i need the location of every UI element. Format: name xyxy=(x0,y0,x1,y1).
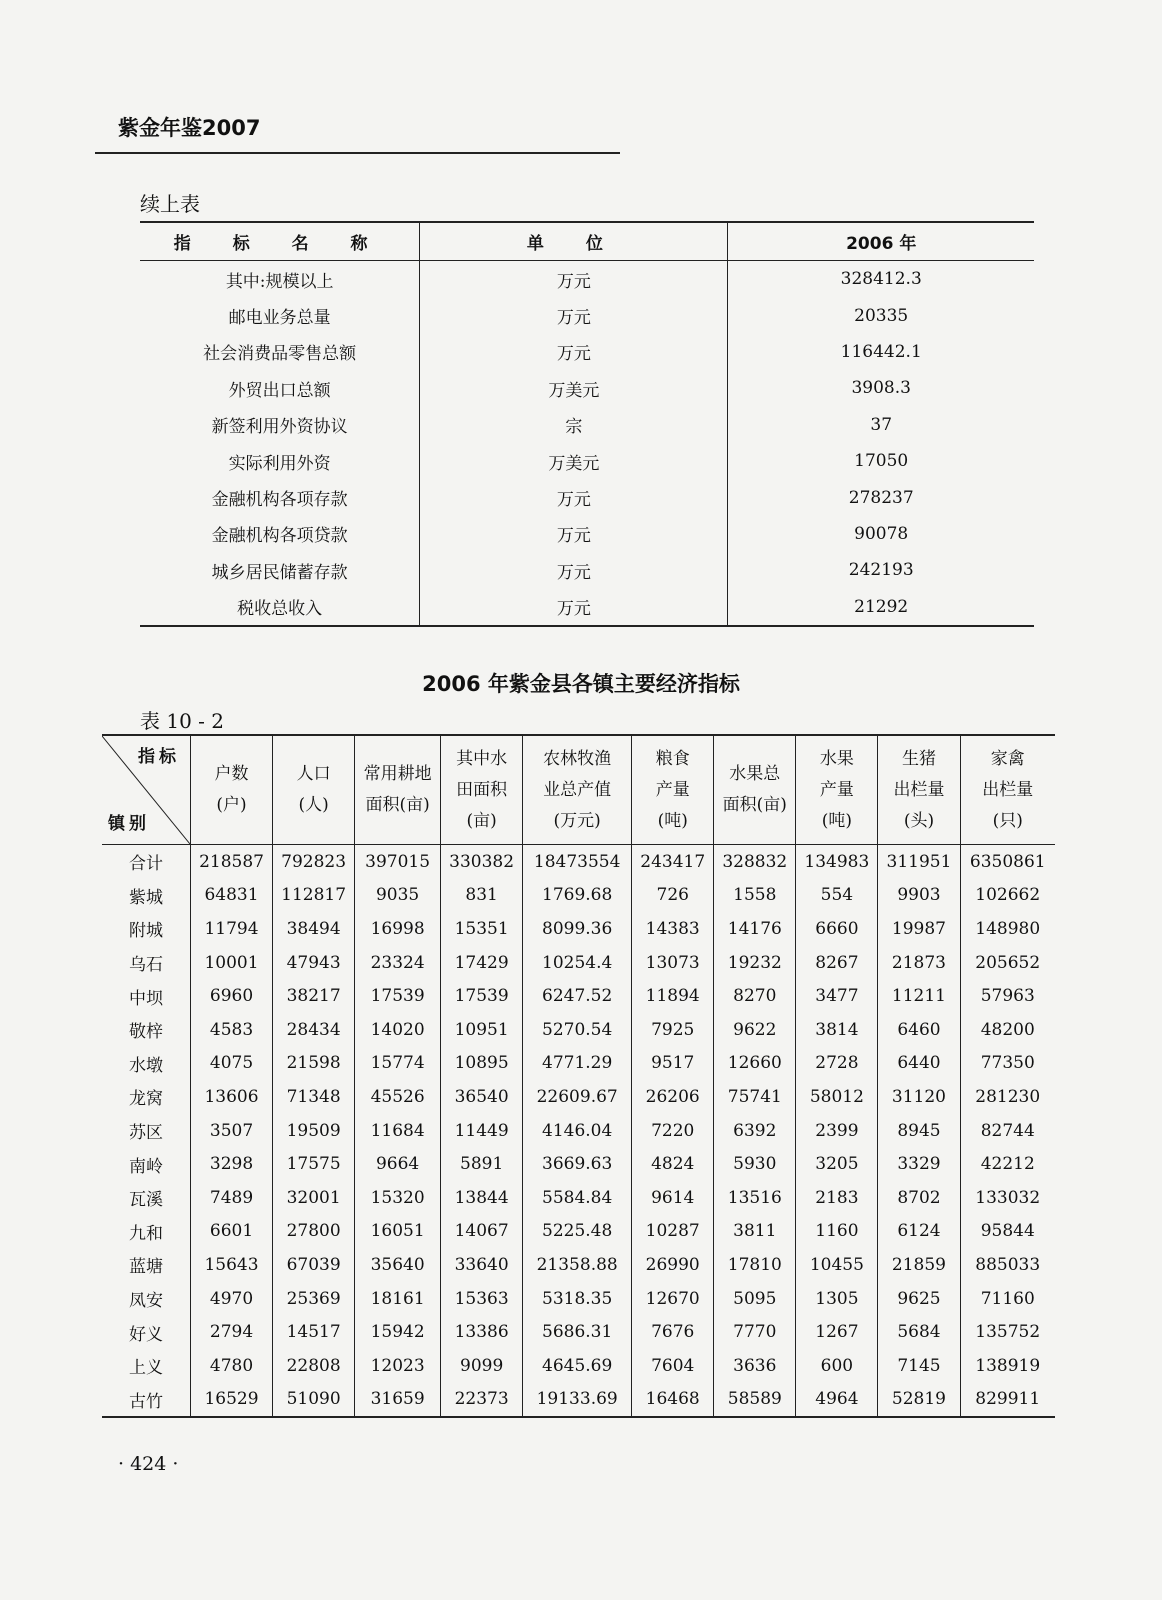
town-name-cell: 乌石 xyxy=(129,955,163,976)
table-row xyxy=(102,912,1055,946)
value-cell: 14383 xyxy=(632,912,714,946)
value-cell: 9099 xyxy=(441,1349,523,1383)
value-cell: 5891 xyxy=(441,1147,523,1181)
column-header-line: 农林牧渔 xyxy=(543,748,612,769)
column-header-line: (头) xyxy=(903,810,935,831)
value-cell: 133032 xyxy=(960,1181,1055,1215)
value-cell: 6460 xyxy=(878,1013,960,1047)
table-row xyxy=(140,516,1034,552)
table-row xyxy=(102,879,1055,913)
town-name-cell: 蓝塘 xyxy=(129,1257,163,1278)
value-cell: 38217 xyxy=(273,979,355,1013)
value-cell: 10287 xyxy=(632,1215,714,1249)
value-cell: 21358.88 xyxy=(523,1248,632,1282)
value-cell: 13844 xyxy=(441,1181,523,1215)
value-cell: 18473554 xyxy=(523,845,632,879)
town-name-cell: 附城 xyxy=(129,921,163,942)
value-cell: 51090 xyxy=(273,1383,355,1418)
indicator-name-cell: 金融机构各项存款 xyxy=(140,479,420,515)
value-cell: 9622 xyxy=(714,1013,796,1047)
table-row xyxy=(102,1013,1055,1047)
value-cell: 8267 xyxy=(796,946,878,980)
value-cell: 3298 xyxy=(191,1147,273,1181)
value-cell: 11211 xyxy=(878,979,960,1013)
town-name-cell: 敬梓 xyxy=(129,1022,163,1043)
indicator-name-cell: 新签利用外资协议 xyxy=(140,407,420,443)
value-cell: 57963 xyxy=(960,979,1055,1013)
town-name-cell: 合计 xyxy=(129,854,163,875)
column-header-line: 其中水 xyxy=(456,748,508,769)
col-unit: 单 位 xyxy=(420,222,728,261)
value-cell: 22373 xyxy=(441,1383,523,1418)
value-cell: 885033 xyxy=(960,1248,1055,1282)
header-rule xyxy=(95,152,620,154)
table-row xyxy=(140,479,1034,515)
col-indicator-name: 指 标 名 称 xyxy=(140,222,420,261)
unit-cell: 万元 xyxy=(420,516,728,552)
column-header-line: 家禽 xyxy=(990,748,1025,769)
value-cell: 4780 xyxy=(191,1349,273,1383)
value-cell: 6247.52 xyxy=(523,979,632,1013)
value-cell: 21292 xyxy=(728,589,1034,626)
column-header-line: (亩) xyxy=(466,810,497,831)
column-header xyxy=(441,735,523,845)
page-number: · 424 · xyxy=(118,1453,179,1475)
value-cell: 4970 xyxy=(191,1282,273,1316)
column-header-line: (吨) xyxy=(821,810,853,831)
column-header-line: 出栏量 xyxy=(893,779,945,800)
column-header-line: 产量 xyxy=(819,779,854,800)
value-cell: 37 xyxy=(870,414,893,435)
value-cell: 10254.4 xyxy=(523,946,632,980)
table-row xyxy=(102,1282,1055,1316)
yearbook-title: 紫金年鉴2007 xyxy=(118,116,261,140)
value-cell: 19232 xyxy=(714,946,796,980)
value-cell: 22808 xyxy=(273,1349,355,1383)
value-cell: 3814 xyxy=(796,1013,878,1047)
value-cell: 135752 xyxy=(960,1315,1055,1349)
value-cell: 1160 xyxy=(796,1215,878,1249)
value-cell: 33640 xyxy=(441,1248,523,1282)
column-header xyxy=(191,735,273,845)
value-cell: 14176 xyxy=(714,912,796,946)
table-row xyxy=(102,1315,1055,1349)
value-cell: 1305 xyxy=(796,1282,878,1316)
value-cell: 13386 xyxy=(441,1315,523,1349)
value-cell: 7145 xyxy=(878,1349,960,1383)
column-header-line: 面积(亩) xyxy=(365,795,430,815)
value-cell: 17429 xyxy=(441,946,523,980)
value-cell: 52819 xyxy=(878,1383,960,1418)
value-cell: 28434 xyxy=(273,1013,355,1047)
value-cell: 31120 xyxy=(878,1080,960,1114)
indicator-name-cell: 外贸出口总额 xyxy=(140,370,420,406)
value-cell: 134983 xyxy=(796,845,878,879)
value-cell: 11684 xyxy=(355,1114,441,1148)
table-row xyxy=(102,979,1055,1013)
table-row xyxy=(140,443,1034,479)
column-header xyxy=(632,735,714,845)
column-header xyxy=(355,735,441,845)
value-cell: 102662 xyxy=(960,879,1055,913)
value-cell: 11449 xyxy=(441,1114,523,1148)
value-cell: 17539 xyxy=(355,979,441,1013)
value-cell: 6350861 xyxy=(960,845,1055,879)
value-cell: 6440 xyxy=(878,1047,960,1081)
column-header-line: 田面积 xyxy=(456,779,508,800)
value-cell: 77350 xyxy=(960,1047,1055,1081)
value-cell: 10455 xyxy=(796,1248,878,1282)
value-cell: 792823 xyxy=(273,845,355,879)
table-row xyxy=(140,407,1034,443)
table-row xyxy=(140,297,1034,333)
value-cell: 554 xyxy=(796,879,878,913)
value-cell: 11794 xyxy=(191,912,273,946)
table-row xyxy=(140,589,1034,626)
value-cell: 5686.31 xyxy=(523,1315,632,1349)
value-cell: 16051 xyxy=(355,1215,441,1249)
value-cell: 26990 xyxy=(632,1248,714,1282)
value-cell: 21873 xyxy=(878,946,960,980)
town-name-cell: 好义 xyxy=(129,1324,163,1345)
column-header-line: (万元) xyxy=(553,810,601,831)
value-cell: 3908.3 xyxy=(851,378,911,399)
value-cell: 15351 xyxy=(441,912,523,946)
unit-cell: 万美元 xyxy=(420,443,728,479)
value-cell: 32001 xyxy=(273,1181,355,1215)
value-cell: 726 xyxy=(632,879,714,913)
column-header-line: (户) xyxy=(216,795,247,815)
continued-table-label: 续上表 xyxy=(140,192,200,216)
value-cell: 3205 xyxy=(796,1147,878,1181)
unit-cell: 万元 xyxy=(420,589,728,626)
value-cell: 3329 xyxy=(878,1147,960,1181)
column-header-line: 粮食 xyxy=(655,748,690,769)
value-cell: 13606 xyxy=(191,1080,273,1114)
value-cell: 14067 xyxy=(441,1215,523,1249)
column-header xyxy=(714,735,796,845)
table-row xyxy=(102,1215,1055,1249)
value-cell: 328412.3 xyxy=(840,269,922,290)
value-cell: 15774 xyxy=(355,1047,441,1081)
value-cell: 48200 xyxy=(960,1013,1055,1047)
value-cell: 71160 xyxy=(960,1282,1055,1316)
value-cell: 205652 xyxy=(960,946,1055,980)
value-cell: 17050 xyxy=(854,451,909,472)
value-cell: 7925 xyxy=(632,1013,714,1047)
town-name-cell: 龙窝 xyxy=(129,1089,163,1110)
value-cell: 3811 xyxy=(714,1215,796,1249)
value-cell: 7604 xyxy=(632,1349,714,1383)
value-cell: 6392 xyxy=(714,1114,796,1148)
column-header-line: 业总产值 xyxy=(543,779,612,800)
column-header xyxy=(960,735,1055,845)
value-cell: 10895 xyxy=(441,1047,523,1081)
town-name-cell: 水墩 xyxy=(129,1055,163,1076)
value-cell: 16998 xyxy=(355,912,441,946)
corner-town-label: 镇别 xyxy=(108,814,150,834)
unit-cell: 万元 xyxy=(420,552,728,588)
value-cell: 12670 xyxy=(632,1282,714,1316)
value-cell: 8945 xyxy=(878,1114,960,1148)
unit-cell: 万元 xyxy=(420,479,728,515)
corner-indicator-label: 指标 xyxy=(138,747,180,767)
value-cell: 12660 xyxy=(714,1047,796,1081)
value-cell: 4771.29 xyxy=(523,1047,632,1081)
indicator-name-cell: 社会消费品零售总额 xyxy=(140,334,420,370)
town-name-cell: 中坝 xyxy=(129,988,163,1009)
column-header-line: (人) xyxy=(298,795,329,815)
column-header xyxy=(273,735,355,845)
value-cell: 38494 xyxy=(273,912,355,946)
value-cell: 23324 xyxy=(355,946,441,980)
table-row xyxy=(140,552,1034,588)
indicator-name-cell: 城乡居民储蓄存款 xyxy=(140,552,420,588)
column-header-line: 出栏量 xyxy=(982,779,1034,800)
unit-cell: 万美元 xyxy=(420,370,728,406)
value-cell: 42212 xyxy=(960,1147,1055,1181)
town-name-cell: 南岭 xyxy=(129,1156,163,1177)
value-cell: 1769.68 xyxy=(523,879,632,913)
value-cell: 21859 xyxy=(878,1248,960,1282)
indicator-name-cell: 邮电业务总量 xyxy=(140,297,420,333)
table-row xyxy=(102,1383,1055,1418)
value-cell: 36540 xyxy=(441,1080,523,1114)
unit-cell: 宗 xyxy=(420,407,728,443)
value-cell: 67039 xyxy=(273,1248,355,1282)
value-cell: 19133.69 xyxy=(523,1383,632,1418)
value-cell: 4645.69 xyxy=(523,1349,632,1383)
value-cell: 5930 xyxy=(714,1147,796,1181)
value-cell: 112817 xyxy=(273,879,355,913)
table-row xyxy=(102,845,1055,879)
indicator-name-cell: 金融机构各项贷款 xyxy=(140,516,420,552)
table-row xyxy=(102,1349,1055,1383)
column-header-line: 水果 xyxy=(819,748,854,769)
value-cell: 45526 xyxy=(355,1080,441,1114)
value-cell: 1267 xyxy=(796,1315,878,1349)
value-cell: 330382 xyxy=(441,845,523,879)
value-cell: 47943 xyxy=(273,946,355,980)
town-economic-indicators-table xyxy=(102,734,1055,1418)
value-cell: 7676 xyxy=(632,1315,714,1349)
value-cell: 9035 xyxy=(355,879,441,913)
value-cell: 14517 xyxy=(273,1315,355,1349)
value-cell: 10001 xyxy=(191,946,273,980)
value-cell: 20335 xyxy=(854,305,909,326)
value-cell: 218587 xyxy=(191,845,273,879)
value-cell: 1558 xyxy=(714,879,796,913)
value-cell: 5584.84 xyxy=(523,1181,632,1215)
value-cell: 18161 xyxy=(355,1282,441,1316)
town-table-title: 2006 年紫金县各镇主要经济指标 xyxy=(422,672,740,696)
value-cell: 2728 xyxy=(796,1047,878,1081)
value-cell: 15363 xyxy=(441,1282,523,1316)
column-header-line: 产量 xyxy=(655,779,690,800)
indicator-name-cell: 税收总收入 xyxy=(140,589,420,626)
value-cell: 14020 xyxy=(355,1013,441,1047)
value-cell: 5270.54 xyxy=(523,1013,632,1047)
column-header-line: 水果总 xyxy=(729,764,781,784)
value-cell: 397015 xyxy=(355,845,441,879)
value-cell: 8702 xyxy=(878,1181,960,1215)
unit-cell: 万元 xyxy=(420,297,728,333)
col-year-2006: 2006 年 xyxy=(728,222,1034,261)
value-cell: 831 xyxy=(441,879,523,913)
value-cell: 64831 xyxy=(191,879,273,913)
value-cell: 15942 xyxy=(355,1315,441,1349)
town-name-cell: 上义 xyxy=(129,1358,163,1379)
indicator-name-cell: 其中:规模以上 xyxy=(140,261,420,298)
value-cell: 5095 xyxy=(714,1282,796,1316)
value-cell: 7489 xyxy=(191,1181,273,1215)
value-cell: 22609.67 xyxy=(523,1080,632,1114)
town-name-cell: 瓦溪 xyxy=(129,1190,163,1211)
value-cell: 58012 xyxy=(796,1080,878,1114)
value-cell: 31659 xyxy=(355,1383,441,1418)
value-cell: 9903 xyxy=(878,879,960,913)
value-cell: 5318.35 xyxy=(523,1282,632,1316)
value-cell: 9614 xyxy=(632,1181,714,1215)
value-cell: 75741 xyxy=(714,1080,796,1114)
value-cell: 16468 xyxy=(632,1383,714,1418)
column-header-line: 生猪 xyxy=(901,748,936,769)
value-cell: 21598 xyxy=(273,1047,355,1081)
value-cell: 6124 xyxy=(878,1215,960,1249)
value-cell: 9625 xyxy=(878,1282,960,1316)
value-cell: 17810 xyxy=(714,1248,796,1282)
value-cell: 26206 xyxy=(632,1080,714,1114)
value-cell: 13073 xyxy=(632,946,714,980)
table-row xyxy=(102,1181,1055,1215)
table-row xyxy=(102,1080,1055,1114)
table-row xyxy=(102,946,1055,980)
value-cell: 8270 xyxy=(714,979,796,1013)
value-cell: 4824 xyxy=(632,1147,714,1181)
value-cell: 58589 xyxy=(714,1383,796,1418)
value-cell: 278237 xyxy=(848,487,914,508)
value-cell: 3636 xyxy=(714,1349,796,1383)
value-cell: 9664 xyxy=(355,1147,441,1181)
column-header-line: 面积(亩) xyxy=(722,795,787,815)
value-cell: 16529 xyxy=(191,1383,273,1418)
value-cell: 3507 xyxy=(191,1114,273,1148)
unit-cell: 万元 xyxy=(420,261,728,298)
value-cell: 35640 xyxy=(355,1248,441,1282)
value-cell: 6960 xyxy=(191,979,273,1013)
value-cell: 3669.63 xyxy=(523,1147,632,1181)
value-cell: 2183 xyxy=(796,1181,878,1215)
value-cell: 95844 xyxy=(960,1215,1055,1249)
value-cell: 11894 xyxy=(632,979,714,1013)
value-cell: 4146.04 xyxy=(523,1114,632,1148)
value-cell: 3477 xyxy=(796,979,878,1013)
value-cell: 138919 xyxy=(960,1349,1055,1383)
value-cell: 311951 xyxy=(878,845,960,879)
value-cell: 19509 xyxy=(273,1114,355,1148)
value-cell: 6601 xyxy=(191,1215,273,1249)
column-header-line: 人口 xyxy=(296,764,331,784)
value-cell: 7220 xyxy=(632,1114,714,1148)
table-row xyxy=(102,1248,1055,1282)
value-cell: 116442.1 xyxy=(840,341,922,362)
value-cell: 328832 xyxy=(714,845,796,879)
table-row xyxy=(140,334,1034,370)
indicator-name-cell: 实际利用外资 xyxy=(140,443,420,479)
value-cell: 9517 xyxy=(632,1047,714,1081)
value-cell: 6660 xyxy=(796,912,878,946)
town-name-cell: 凤安 xyxy=(129,1291,163,1312)
value-cell: 15643 xyxy=(191,1248,273,1282)
value-cell: 12023 xyxy=(355,1349,441,1383)
town-name-cell: 苏区 xyxy=(129,1123,163,1144)
value-cell: 5684 xyxy=(878,1315,960,1349)
value-cell: 243417 xyxy=(632,845,714,879)
value-cell: 242193 xyxy=(848,560,914,581)
value-cell: 148980 xyxy=(960,912,1055,946)
value-cell: 15320 xyxy=(355,1181,441,1215)
value-cell: 600 xyxy=(796,1349,878,1383)
town-table-label: 表 10 - 2 xyxy=(140,709,225,733)
value-cell: 4964 xyxy=(796,1383,878,1418)
value-cell: 10951 xyxy=(441,1013,523,1047)
column-header-line: 户数 xyxy=(214,764,249,784)
value-cell: 82744 xyxy=(960,1114,1055,1148)
town-name-cell: 紫城 xyxy=(129,887,163,908)
column-header-line: 常用耕地 xyxy=(363,764,432,784)
value-cell: 17539 xyxy=(441,979,523,1013)
value-cell: 90078 xyxy=(854,523,909,544)
value-cell: 25369 xyxy=(273,1282,355,1316)
value-cell: 2399 xyxy=(796,1114,878,1148)
column-header xyxy=(796,735,878,845)
unit-cell: 万元 xyxy=(420,334,728,370)
town-name-cell: 古竹 xyxy=(102,1383,191,1418)
value-cell: 7770 xyxy=(714,1315,796,1349)
table-row xyxy=(102,1047,1055,1081)
table-row xyxy=(140,261,1034,298)
value-cell: 17575 xyxy=(273,1147,355,1181)
column-header xyxy=(878,735,960,845)
value-cell: 4075 xyxy=(191,1047,273,1081)
value-cell: 19987 xyxy=(878,912,960,946)
value-cell: 2794 xyxy=(191,1315,273,1349)
value-cell: 27800 xyxy=(273,1215,355,1249)
value-cell: 71348 xyxy=(273,1080,355,1114)
table-row xyxy=(140,370,1034,406)
value-cell: 281230 xyxy=(960,1080,1055,1114)
corner-header xyxy=(102,735,191,845)
continued-indicators-table xyxy=(140,221,1034,627)
value-cell: 13516 xyxy=(714,1181,796,1215)
town-name-cell: 九和 xyxy=(129,1223,163,1244)
column-header xyxy=(523,735,632,845)
table-row xyxy=(102,1147,1055,1181)
value-cell: 5225.48 xyxy=(523,1215,632,1249)
table-row xyxy=(102,1114,1055,1148)
column-header-line: (吨) xyxy=(657,810,688,831)
value-cell: 8099.36 xyxy=(523,912,632,946)
value-cell: 829911 xyxy=(960,1383,1055,1418)
value-cell: 4583 xyxy=(191,1013,273,1047)
column-header-line: (只) xyxy=(992,810,1023,831)
